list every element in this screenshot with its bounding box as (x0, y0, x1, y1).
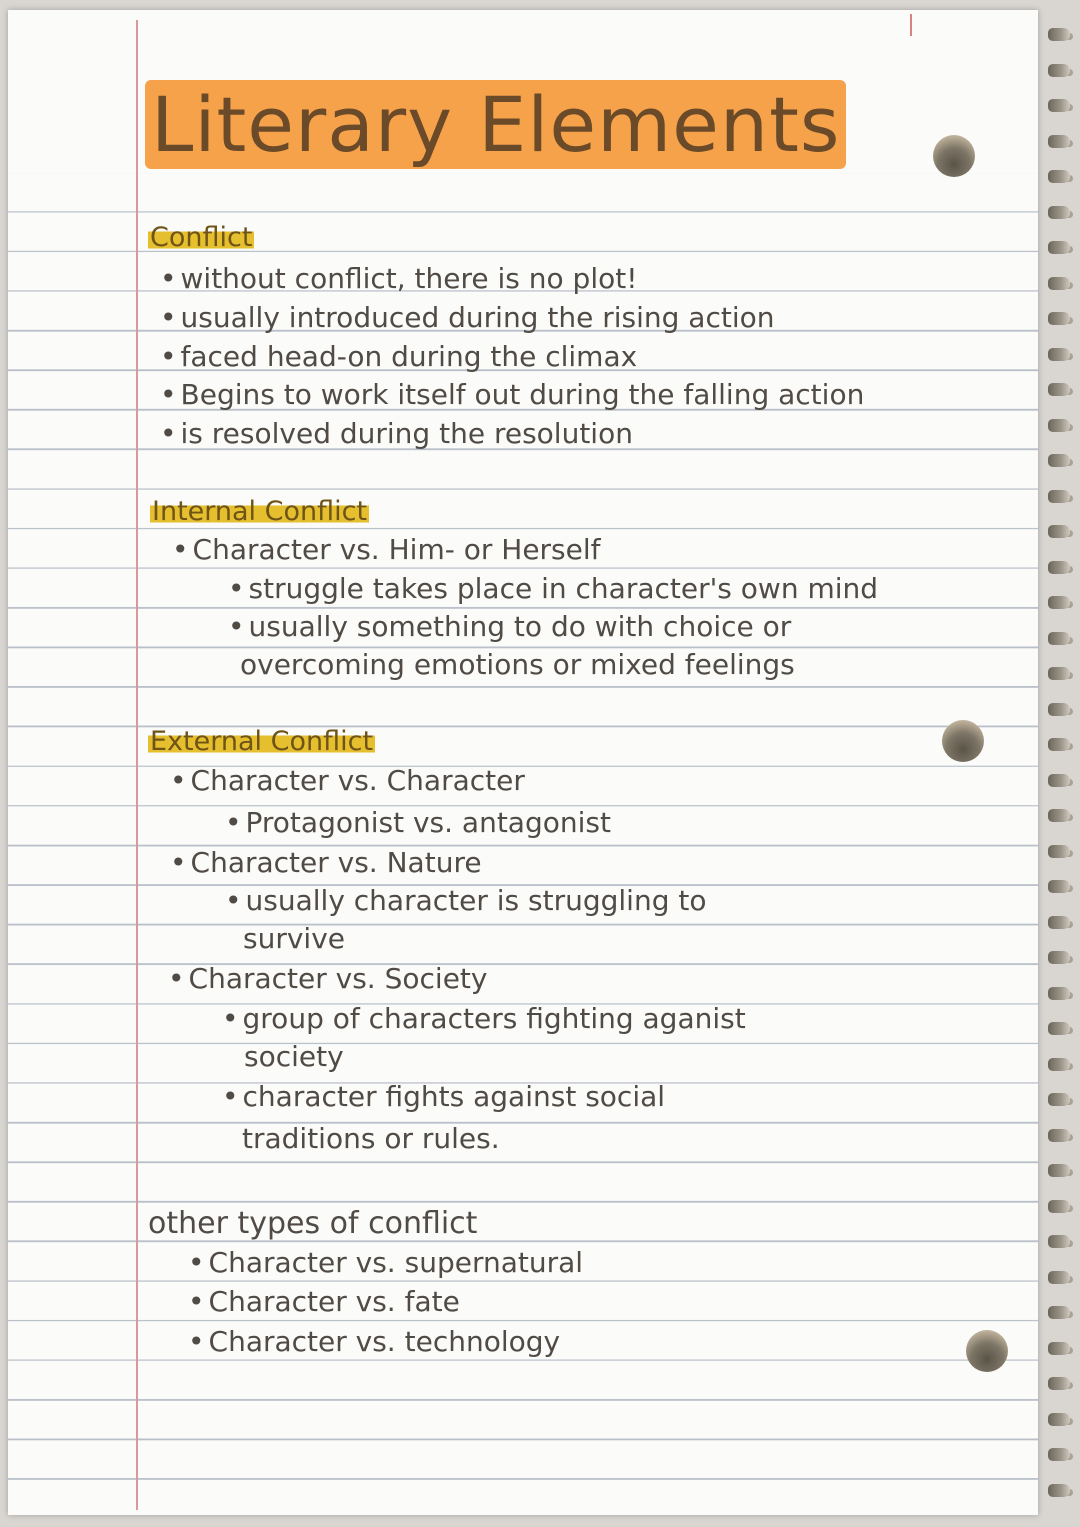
spiral-coil-icon (1048, 383, 1070, 396)
list-item: • Character vs. supernatural (188, 1246, 583, 1279)
punch-hole-icon (933, 135, 975, 177)
list-item: • Character vs. technology (188, 1325, 560, 1358)
section-heading-conflict: Conflict (150, 222, 253, 253)
spiral-coil-icon (1048, 99, 1070, 112)
list-item: • Character vs. Him- or Herself (172, 533, 601, 566)
spiral-coil-icon (1048, 1484, 1070, 1497)
spiral-coil-icon (1048, 1271, 1070, 1284)
spiral-coil-icon (1048, 1306, 1070, 1319)
spiral-coil-icon (1048, 774, 1070, 787)
list-item: • struggle takes place in character's own mind (228, 572, 878, 605)
spiral-coil-icon (1048, 419, 1070, 432)
spiral-coil-icon (1048, 596, 1070, 609)
spiral-coil-icon (1048, 809, 1070, 822)
spiral-coil-icon (1048, 241, 1070, 254)
spiral-coil-icon (1048, 312, 1070, 325)
list-item: • usually introduced during the rising action (160, 301, 774, 334)
spiral-coil-icon (1048, 1200, 1070, 1213)
spiral-coil-icon (1048, 561, 1070, 574)
list-item-continuation: overcoming emotions or mixed feelings (240, 648, 795, 681)
list-item: • without conflict, there is no plot! (160, 262, 637, 295)
list-item: • Character vs. Character (170, 764, 525, 797)
spiral-coil-icon (1048, 1377, 1070, 1390)
spiral-coil-icon (1048, 1342, 1070, 1355)
list-item: • faced head-on during the climax (160, 340, 637, 373)
list-item: • Protagonist vs. antagonist (225, 806, 611, 839)
list-item-continuation: traditions or rules. (242, 1122, 500, 1155)
list-item: • usually character is struggling to (225, 884, 707, 917)
spiral-binding-icon (1040, 20, 1080, 1510)
spiral-coil-icon (1048, 28, 1070, 41)
list-item: • is resolved during the resolution (160, 417, 633, 450)
list-item: • group of characters fighting aganist (222, 1002, 746, 1035)
spiral-coil-icon (1048, 703, 1070, 716)
margin-mark (910, 14, 912, 36)
page-title: Literary Elements (145, 80, 846, 169)
spiral-coil-icon (1048, 987, 1070, 1000)
spiral-coil-icon (1048, 170, 1070, 183)
punch-hole-icon (942, 720, 984, 762)
list-item: • Begins to work itself out during the falling action (160, 378, 864, 411)
punch-hole-icon (966, 1330, 1008, 1372)
spiral-coil-icon (1048, 454, 1070, 467)
spiral-coil-icon (1048, 135, 1070, 148)
section-heading-other-types: other types of conflict (148, 1206, 478, 1241)
spiral-coil-icon (1048, 1022, 1070, 1035)
list-item-continuation: society (244, 1040, 344, 1073)
spiral-coil-icon (1048, 1413, 1070, 1426)
margin-line (136, 20, 138, 1510)
spiral-coil-icon (1048, 206, 1070, 219)
spiral-coil-icon (1048, 525, 1070, 538)
spiral-coil-icon (1048, 1058, 1070, 1071)
spiral-coil-icon (1048, 880, 1070, 893)
spiral-coil-icon (1048, 951, 1070, 964)
spiral-coil-icon (1048, 1235, 1070, 1248)
spiral-coil-icon (1048, 632, 1070, 645)
list-item: • Character vs. fate (188, 1285, 460, 1318)
spiral-coil-icon (1048, 1164, 1070, 1177)
list-item-continuation: survive (243, 922, 345, 955)
spiral-coil-icon (1048, 277, 1070, 290)
spiral-coil-icon (1048, 738, 1070, 751)
spiral-coil-icon (1048, 1448, 1070, 1461)
spiral-coil-icon (1048, 916, 1070, 929)
spiral-coil-icon (1048, 845, 1070, 858)
list-item: • usually something to do with choice or (228, 610, 791, 643)
spiral-coil-icon (1048, 490, 1070, 503)
list-item: • character fights against social (222, 1080, 665, 1113)
spiral-coil-icon (1048, 1093, 1070, 1106)
list-item: • Character vs. Society (168, 962, 487, 995)
list-item: • Character vs. Nature (170, 846, 482, 879)
spiral-coil-icon (1048, 1129, 1070, 1142)
spiral-coil-icon (1048, 667, 1070, 680)
spiral-coil-icon (1048, 348, 1070, 361)
spiral-coil-icon (1048, 64, 1070, 77)
section-heading-internal-conflict: Internal Conflict (152, 496, 368, 527)
section-heading-external-conflict: External Conflict (150, 726, 374, 757)
